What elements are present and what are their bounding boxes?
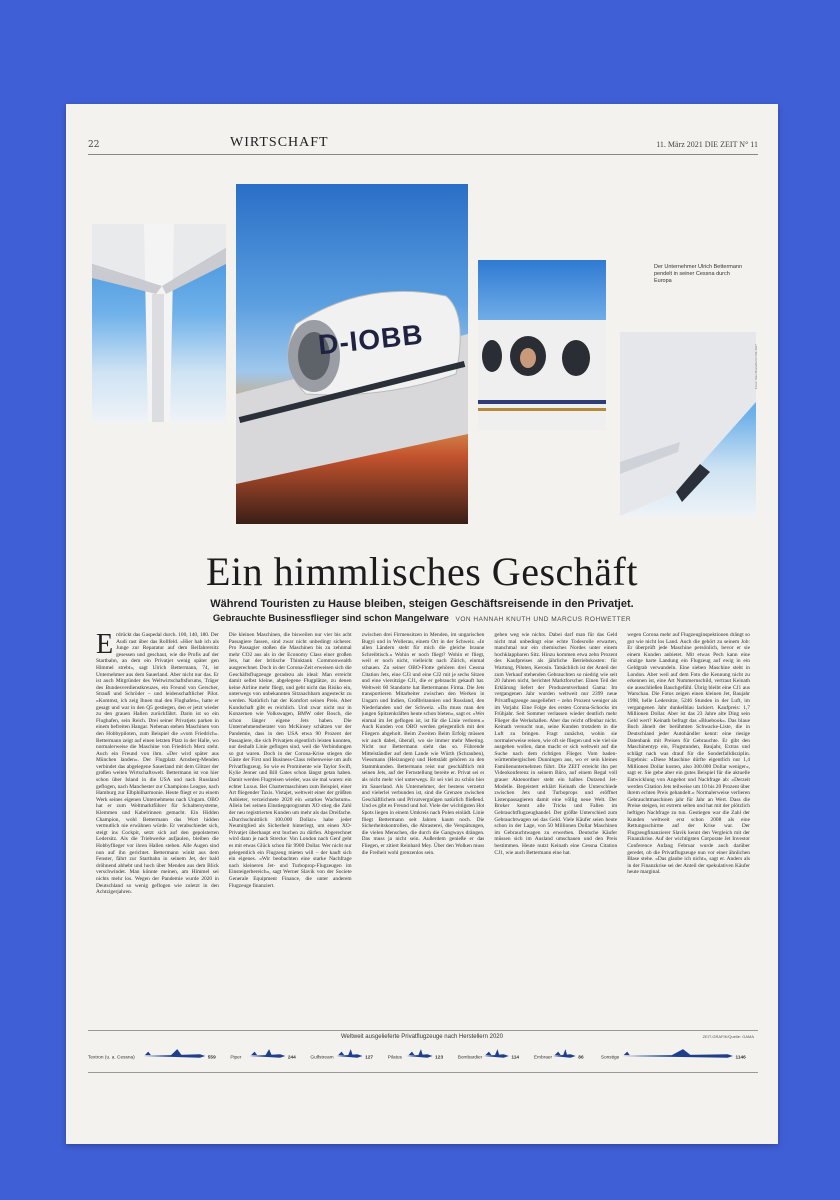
- chart-value-label: 123: [435, 1055, 444, 1061]
- headline: Ein himmlisches Geschäft: [206, 549, 638, 594]
- column-1-text: rdrückt das Gaspedal durch. 100, 140, 180. Der Audi rast über das Rollfeld. »Hier hab ich als Junge zur Reparatur auf dem Beifahrersitz gesessen und geschaut, wie die Profis auf der Startbahn, an dem ein Privatjet wenig später gen Himmel strebt«, sagt Ulrich Bettermann, 74, ist Unternehmer aus dem Sauerland. Aber nicht nur das. Er ist auch Mitgründer des Weltwirtschaftsforums, Träger des Bundesverdienstkreuzes, ein Freund von Gerscher, Strauß und Schröder – und leidenschaftlicher Pilot. »Kommst, ich zeig Ihnen mal den Flughafen«, hatte er gesagt und war in den Q5 gestiegen, den er jetzt wieder zu den grauen Hallen zurückfährt. Darin ist so ein Flughafen, sein Reich. Drei seiner Privatjets parken in einem befreiten Hangar. Nebenan stehen Maschinen von den Hobbypiloten, zum Beispiel die »vom Friedrich«. Bettermann zeigt auf einen letzten Platz in der Halle, wo normalerweise die Maschine von Friedrich Merz steht. Auch ein Freund von ihm. »Der wird später aus München landen«. Der Flugplatz Arnsberg-Menden verbindet das abgelegene Sauerland mit dem Glitzer der großen weiten Wirtschaftswelt. Bettermann ist von hier schon über Island in die USA und nach Russland geflogen, nach Manchester zur Champions League, nach Hamburg zur Elbphilharmonie. Heute fliegt er zu einem Werk seines eigenen Unternehmens nach Ungarn. OBO hat er zum Weltmarktführer für Schaltersysteme, Klemmen und Kabelrinnen gemacht. Ein Hidden Champion, wohl Bettermann das Wort hidden vermutlich nie erwähnen würde. Er verabschiedet sich, steigt ins Cockpit, setzt sich auf den gepolsterten Ledersitz. Als die Triebwerke aufjaulen, bleiben die Hobbyflieger vor ihren Hallen stehen. Alle Augen sind nun auf ihn gerichtet. Bettermann winkt aus dem Fenster, fährt zur Startbahn in seinem Jet, der bald dröhnend abhebt und hoch über Menden aus dem Blick verschwindet. Man könnte meinen, am Himmel sei nichts mehr los. Wegen der Pandemie wurde 2020 in Deutschland so wenig geflogen wie zuletzt in den Achtzigerjahren.: [96, 632, 219, 896]
- chart-value-label: 1146: [735, 1055, 746, 1061]
- chart-category-label: Pilatus: [387, 1055, 402, 1061]
- subheadline-second: [66, 613, 778, 624]
- photo-wing-tip: [620, 332, 756, 516]
- article-column-2: Die kleinen Maschinen, die bisweilen nur vier bis acht Passagiere fassen, sind zwar nicht unbedingt sicherer. Pro Passagier stoßen die Maschinen bis zu zehnmal mehr CO2 aus als in der Economy Class einer großen Jets, hat der britische Thinktank Commonwealth ausgerechnet. Doch in der Corona-Zeit erweisen sich die Geschäftsflugzeuge geradezu als ideal: Man erreicht damit selbst kleine, abgelegene Flugplätze, zu denen keine Airline mehr fliegt, und geht nicht das Risiko ein, unterwegs von unbekannten Sitznachbarn angesteckt zu werden. Natürlich hat der Komfort seinen Preis. Aber Kundschaft gibt es reichlich. Und zwar nicht nur in Konzernen wie Volkswagen, BMW oder Bosch, die schon länger eigene Jets haben. Die Unternehmensberater von McKinsey schätzen vor der Pandemie, dass in den USA etwa 90 Prozent der Passagiere, die sich Privatjets eigentlich leisten konnten, nur deshalb Linie geflogen sind, weil die Verbindungen so gut waren. Doch in der Corona-Krise stiegen die Gäste der First und Business-Class reihenweise um aufs Privatflugzeug. So wie es Prominente wie Taylor Swift, Kylie Jenner und Bill Gates schon längst getan haben. Damit werden Flugreisen wieder, was sie mal waren: ein echter Luxus. Bei Chartermaschinen zum Beispiel, einer Art fliegender Taxis. Vistajet, weltweit einer der größten Anbieter, verzeichnete 2020 ein »starkes Wachstum«. Allein bei seinen Einstiegsprogramm XO stieg die Zahl der neu registrierten Kunden um mehr als das Dreifache. »Durchschnittlich 100.000 Dollar« habe jeder Neumitglied als Sicherheit hinterlegt, um einen XO-Privatjet überhaupt erst buchen zu dürfen. Abgerechnet wird dann je nach Strecke: Von London nach Genf geht es mit etwas Glück schon für 9900 Dollar. Wer nicht nur gelegentlich ein Flugzeug mieten will – der kauft sich ein eigenes. »Wir beobachten eine starke Nachfrage nach kleineren Jet- und Turboprop-Flugzeugen im Einsteigerbereich«, sagt Werner Slavik von der Societe Generale Equipment Finance, die unter anderem Flugzeuge finanziert.: [228, 632, 352, 889]
- subheadline: Während Touristen zu Hause bleiben, steigen Geschäftsreisende in den Privatjet.: [210, 598, 634, 610]
- photo-jet-engine: [236, 184, 468, 524]
- chart-plane-mark: [622, 1049, 733, 1058]
- byline: VON HANNAH KNUTH UND MARCUS ROHWETTER: [455, 616, 632, 623]
- chart-value-label: 114: [511, 1055, 520, 1061]
- chart-source: ZEIT-GRAFIK/Quelle: GAMA: [702, 1034, 754, 1039]
- chart-bottom-rule: [88, 1072, 758, 1073]
- chart-category-label: Textron (u. a. Cessna): [88, 1055, 135, 1061]
- chart-category-label: Gulfstream: [310, 1055, 334, 1061]
- chart-value-label: 127: [365, 1055, 374, 1061]
- chart-category-label: Sonstige: [600, 1055, 620, 1061]
- chart-title: Weltweit ausgelieferte Privatflugzeuge nach Herstellern 2020: [341, 1034, 503, 1040]
- photo-wing-underside: [92, 224, 226, 422]
- article-column-1: [96, 632, 219, 1022]
- chart-plane-mark: [484, 1049, 509, 1058]
- article-column-3: zwischen drei Firmensitzen in Menden, im ungarischen Bugyi und in Wollerau, einem Ort in der Schweiz. »In allen Ländern steht für mich die gleiche braune Schreibtisch.« Wohin er noch fliegt? Wohin er fliegt, weil er noch nicht, vielleicht nach Zürich, einmal schauen. Zu seiner OBO-Flotte gehören drei Cessna Citation Jets, eine CJ3 und eine CJ2 mit je sechs Sitzen und eine viersitzige CJ1, die er gebraucht gekauft hat. Weltweit 60 Standorte hat Bettermanns Firma. Die Jets transportieren Mitarbeiter zwischen den Werken in Ungarn und Indien, Großbritannien und Russland, den Niederlanden und der Schweiz. »Da muss man den jungen Spitzenkräften heute schon bieten«, sagt er. »Wer einmal im Jet geflogen ist, ist für die Linie verloren.« Auch Kunden von OBO werden gelegentlich mit den Fliegern abgeholt. Beim Zweiten Beim Erfolg müssen wir auch dabei, überall, wo sie immer mehr Meeting. Nicht nur Bettermann sieht das so. Führende Mittelständler auf dem Lande wie Würth (Schrauben), Viessmann (Heizungen) und Hettstädt gehören zu den Stammkunden. Bettermann reist nur geschäftlich mit seinen Jets, auf der Fernstellung bereite er. Privat sei er als nicht mehr viel unterwegs. Er sei viel zu schön hier im Sauerland. Als Unternehmer, der bestens vernetzt und vielerlei verbunden ist, sind die Grenzen zwischen Geschäftlichem und Privatvergnügen natürlich fließend. Und es gibt es Freund und hol. Viele der wichtigsten Hot Spots liegen in einem Umkreis nach Polen einlädt. Linie fliegt Bettermann seit Jahren kaum noch. Die Sicherheitskontrollen, die Abrasterei, die Verspätungen, die vielen Menschen, die durch die Gangways drängen. Das muss ja nicht sein. Außerdem genieße er das Fliegen, er zitiert Reinhard Mey. Über den Wolken muss die Freiheit wohl grenzenlos sein.: [361, 632, 485, 856]
- chart-plane-mark: [553, 1049, 576, 1058]
- deliveries-chart: [88, 1044, 758, 1068]
- dropcap: E: [96, 632, 114, 660]
- chart-plane-mark: [407, 1049, 433, 1058]
- article-column-5: wegen Corona mehr auf Flugzeuginspektionen drängt so gut wie nicht los Land. Auch die gehört zu seinem Job: Er überprüft jede Maschine persönlich, bevor er sie einem Kunden anbietet. Mit etwas Pech kann eine einzige harte Landung ein Flugzeug auf ewig in ein Geldgrab verwandeln. Eine sieben Maschine steht in London. Aber weil auf dem Foto die Kennung nicht zu erkennen ist, eine Art Nummernschild, vertraut Keinath sie ausschließen Bauchgefühl. Übrig bleibt eine CJ1 aus Warschau. Die Fotos zeigen einen kleinen Jet, Baujahr 1998, helle Ledersitze, 5246 Stunden in der Luft, im vergangenen Jahr dunkelblau lackiert. Kaufpreis: 1,7 Millionen Dollar. Aber ist das 23 Jahre alte Ding sein Geld wert? Keinath befragt das »Bluebook«. Das blaue Buch ähnelt der berühmten Schwacke-Liste, die in Deutschland jeder Autohändler kennt: eine riesige Datenbank mit Preisen für Gebrauchte. Er gibt den Maschinentyp ein, Flugstunden, Baujahr, Extras und schlägt nach was drauf für die Sonderfalldisziplin. Ergebnis: »Diese Maschine dürfte eigentlich nur 1,4 Millionen Dollar kosten, also 300.000 Dollar weniger«, sagt er. Sie gebe aber ein gutes Beispiel für die aktuelle Entwicklung von Angebot und Nachfrage ab: »Derzeit werden Citation Jets teilweise um 10 bis 20 Prozent über ihrem echten Preis gehandelt.« Normalerweise verlieren Gebrauchtmaschinen jahr für Jahr an Wert. Dass die Preise steigen, ist extrem selten und hat mit der plötzlich heftigen Nachfrage zu tun. Gestiegen war die Zahl der Kunden weltweit erst schon 2008 als eine Rettungsschirme auf der Krise war. Der Flugzeugfinanzierer Slavik kennt den Vergleich mit der Finanzkrise. Auf der wichtigsten Corporate Jet Investor Conference Anfang Februar wurde auch darüber geredet, ob die Privatflugzeuge nun vor einer ähnlichen Blase stehe. »Das glaube ich nicht«, sagt er. Anders als in der Finanzkrise sei der Anteil der spekulativen Käufer heute marginal.: [627, 632, 750, 876]
- subheadline-text: Gebrauchte Businessflieger sind schon Mangelware: [212, 613, 449, 624]
- cabin-window-illustration: [478, 260, 606, 430]
- wing-tip-illustration: [620, 332, 756, 516]
- top-rule: [88, 154, 758, 155]
- chart-value-label: 559: [207, 1055, 216, 1061]
- chart-category-label: Embraer: [533, 1055, 553, 1061]
- wing-underside-illustration: [92, 224, 226, 422]
- page-number: 22: [88, 140, 100, 150]
- article-column-4: gehen weg wie nichts. Dabei darf man für das Geld nicht mal unbedingt eine echte Todesrolle erwarten, manchmal nur ein chemisches Nordes unter einem hochklappbaren Sitz. Hinzu kommen etwa zehn Prozent des Kaufpreises als jährliche Betriebskosten: für Wartung, Piloten, Kerosin. Tatsächlich ist der Anteil der zum Verkauf stehenden Gebrauchten so niedrig wie seit 20 Jahren nicht, berichtet Marktforscher. Einen Teil der Erklärung liefert der Produzentverband Gama: Im vergangenen Jahr wurden weltweit nur 2399 neue Privatflugzeuge ausgeliefert – zehn Prozent weniger als im Vorjahr. Eine Folge des ersten Corona-Schocks im Frühjahr. Seit Sommer verlassen wieder deutlich mehr Flieger die Werkshallen. Aber das reicht offenbar nicht. Keinath versucht nun, seine Kunden trotzdem in die Luft zu bringen. Fragt zunächst, wohin sie normalerweise reisen, wie oft sie fliegen und wie viel sie ausgeben wollen, dann macht er sich weltweit auf die Suche nach dem richtigen Flieger. Vom baden-württembergischen Dunningen aus, wo er sein kleines Familienunternehmen führt. Die ZEIT erreicht ihn per Videokonferenz in seinem Büro, auf einem Regal voll grauer Aktenordner steht ein halbes Dutzend Jet-Modelle. Begeistert erklärt Keinath die Unterschiede zwischen Jets und Turboprops und eröffnet Listenpassagieren damit eine völlig neue Welt. Der Broker kennt alle Tricks und Fallen im Gebrauchtflugzeughandel. Der größte Unterschied zum Gebrauchtwagen sei das Geld. Viele Käufer seien heute schon in der Lage, von 50 Millionen Dollar Maschinen im Gebrauchtwagen zu erwerben. Deutsche Käufer müssen sich im Ausland umschauen und den Preis bestimmen. Heute nutzt Keinath eine Cessna Citation CJ1, wie auch Bettermann eine hat.: [494, 632, 618, 856]
- photo-credit: Fotos: Kiko Massella für DIE ZEIT: [754, 344, 758, 390]
- chart-plane-mark: [143, 1049, 205, 1058]
- chart-plane-mark: [249, 1049, 285, 1058]
- chart-category-label: Bombardier: [457, 1055, 483, 1061]
- issue-info: 11. März 2021 DIE ZEIT N° 11: [656, 140, 758, 149]
- photo-pilot-window: [478, 260, 606, 430]
- chart-value-label: 244: [287, 1055, 296, 1061]
- aircraft-registration: D-IOBB: [316, 318, 425, 361]
- chart-plane-mark: [336, 1049, 362, 1058]
- chart-top-rule: [88, 1030, 758, 1031]
- photo-caption: Der Unternehmer Ulrich Bettermann pendelt in seiner Cessna durch Europa: [654, 264, 743, 284]
- section-title: WIRTSCHAFT: [230, 135, 329, 150]
- chart-category-label: Piper: [230, 1055, 242, 1061]
- newspaper-page: [66, 104, 778, 1144]
- article-body: [96, 632, 750, 1022]
- chart-value-label: 86: [578, 1055, 584, 1061]
